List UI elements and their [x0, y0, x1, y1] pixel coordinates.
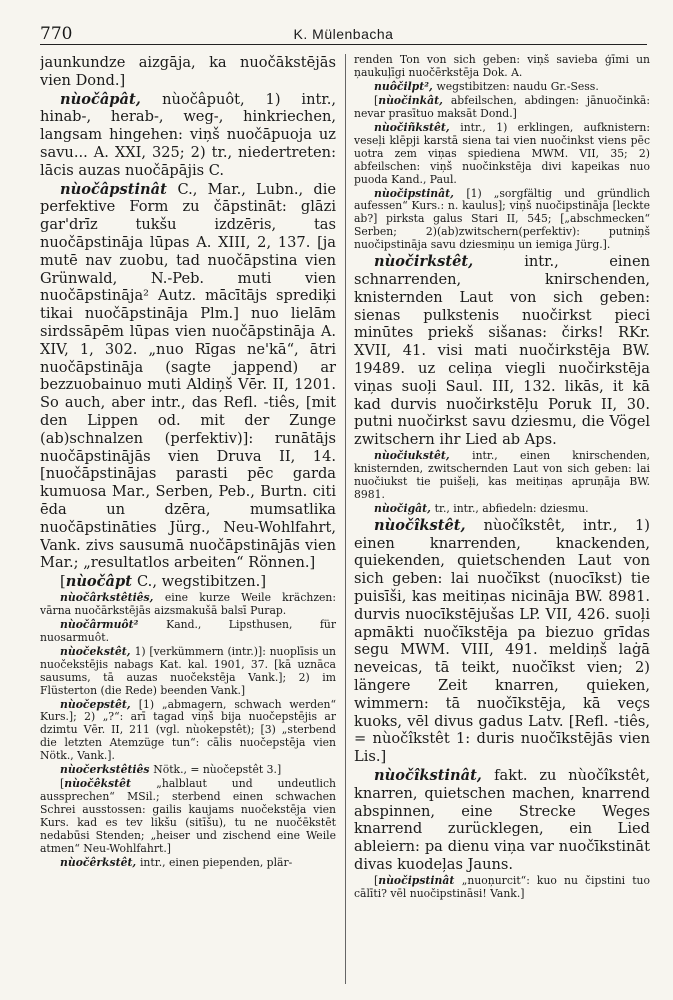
entry-text: C., wegstibitzen.]	[137, 573, 267, 591]
entry-text: fakt. zu nùočîkstêt, knarren, quietschen machen, knarrend abspinnen, eine Strecke Weges knarrend zurücklegen, ein Lied ableiern: pa dienu viņa var nuočīkstināt divas kuodeļas Jauns.	[354, 766, 650, 873]
entry-text: jaunkundze aizgāja, ka nuočākstējās vien Dond.]	[40, 54, 336, 89]
dictionary-entry	[354, 188, 650, 253]
entry-text: [1) „sorgfältig und gründlich aufessen“ Kurs.: n. kaulus]; viņš nuočipstināja [leckte ab?] pirksta galus Stari II, 545; [„abschmecken“ Serben; 2)(ab)zwitschern(perfektiv): putniņš nuočipstināja savu dziesmiņu un iemiga Jürg.].	[354, 186, 650, 252]
entry-text: intr., einen schnarrenden, knirschenden, knisternden Laut von sich geben: sienas pulkstenis nuočirkst pieci minūtes priekš sišanas: čirks! RKr. XVII, 41. visi mati nuočirkstēja BW. 19489. uz celiņa viegli nuočirkstēja viņas suoļi Saul. III, 132. likās, it kā kad durvis nuočirkstēļu Poruk II, 30. putni nuočirkst savu dziesmu, die Vögel zwitschern ihr Lied ab Aps.	[354, 253, 650, 449]
headword: nùočiukstêt,	[374, 449, 473, 463]
headword: nùočinkât,	[378, 93, 451, 107]
entry-text: intr., einen knirschenden, knisternden, zwitschernden Laut von sich geben: lai nuočiukst tie puišeļi, kas meitiņas apruņāja BW. 8981.	[354, 449, 650, 501]
entry-text: C., Mar., Lubn., die perfektive Form zu čāpstināt: glāzi gar'drīz tukšu izdzēris, tas nuočāpstināja lūpas A. XIII, 2, 137. [ja mutē nav zuobu, tad nuočāpstina vien Grünwald, N.-Peb. muti vien nuočāpstināja² Autz. mācītājs sprediķi tikai nuočāpstināja Plm.] nuo lielām sirdssāpēm lūpas vien nuočāpstināja A. XIV, 1, 302. „nuo Rīgas ne'kā“, ātri nuočāpstināja (sagte jappend) ar bezzuobainuo muti Aldiņš Vēr. II, 1201. So auch, aber intr., das Refl. -tiês, [mit den Lippen od. mit der Zunge (ab)schnalzen (perfektiv)]: runātājs nuočāpstinājās vien Druva II, 14. [nuočāpstinājas parasti pēc garda kumuosa Mar., Serben, Peb., Burtn. citi ēda un dzēra, mumsatlika nuočāpstināties Jürg., Neu-Wohlfahrt, Vank. zivs sausumā nuočāpstinājās vien Mar.; „resultatlos arbeiten“ Rönnen.]	[40, 180, 336, 572]
left-column	[40, 54, 336, 871]
headword: nùočârkstêtiês,	[60, 590, 165, 604]
dictionary-entry	[40, 646, 336, 698]
dictionary-entry	[40, 857, 336, 870]
entry-text: tr., intr., abfiedeln: dziesmu.	[434, 501, 589, 515]
headword: nùočîkstêt,	[374, 516, 484, 534]
headword: nùočâpt	[65, 573, 138, 591]
dictionary-entry	[354, 450, 650, 502]
entry-text: intr., 1) erklingen, aufknistern: veseļi klēpji karstā siena tai vien nuočinkst viens pēc uotra zem viņas spiediena MWM. VII, 35; 2) abfeilschen: viņš nuočinkstēja divi kapeikas nuo puoda Kand., Paul.	[354, 120, 650, 186]
entry-text: „nuoņurcit“: kuo nu čipstini tuo cālīti? vēl nuočipstināsi! Vank.]	[354, 873, 650, 900]
bracket: [	[60, 777, 65, 791]
dictionary-entry	[354, 253, 650, 449]
headword: nùočêrkstêt,	[60, 855, 140, 869]
entry-text: [1) „abmagern, schwach werden“ Kurs.]; 2) „?“: arī tagad viņš bija nuočepstējis ar dzimtu Vēr. II, 211 (vgl. nùokepstêt); [3) „sterbend die letzten Atemzüge tun“: cālis nuočepstēja vien Nötk., Vank.].	[40, 697, 336, 763]
dictionary-entry	[354, 81, 650, 94]
headword: nùočiñkstêt,	[374, 120, 461, 134]
running-head: K. Mülenbacha	[293, 26, 394, 42]
dictionary-entry	[40, 54, 336, 90]
entry-text: Nötk., = nùočepstêt 3.]	[153, 763, 282, 777]
headword: nùočâpât,	[60, 90, 163, 108]
entry-text: nùočîkstêt, intr., 1) einen knarrenden, knackenden, quiekenden, quietschenden Laut von sich geben: lai nuočīkst (nuocīkst) tie puisīši, kas meitiņas nicināja BW. 8981. durvis nuocīkstējušas LP. VII, 426. suoļi apmākti nuočīkstēja pa biezuo grīdas segu MWM. VIII, 491. meldiņš laġā neveicas, tā teikt, nuočīkst vien; 2) längere Zeit knarren, quieken, wimmern: tā nuočīkstēja, kā veçs kuoks, vēl divus gadus Latv. [Refl. -tiês, = nùočîkstêt 1: duris nuočīkstējās vien Lis.]	[354, 516, 650, 766]
headword: nùočipstinât	[378, 873, 462, 887]
headword: nùočîkstinât,	[374, 766, 495, 784]
entry-text: Kand., Lipsthusen, für nuosarmuôt.	[40, 617, 336, 644]
dictionary-entry	[40, 619, 336, 645]
column-divider	[345, 54, 346, 984]
dictionary-entry	[354, 875, 650, 901]
headword: nuôčilpt²,	[374, 79, 437, 93]
dictionary-entry	[354, 54, 650, 80]
right-column	[354, 54, 650, 902]
headword: nùočigât,	[374, 501, 435, 515]
entry-text: „halblaut und undeutlich aussprechen“ MSil.; sterbend einen schwachen Schrei ausstossen: gailis kaujams nuočekstēja vien Kurs. kad es tev likšu (sitīšu), tu ne nuočēkstēt nedabūsi Stenden; „heiser und zischend eine Weile atmen“ Neu-Wohlfahrt.]	[40, 777, 336, 856]
dictionary-entry	[40, 764, 336, 777]
bracket: [	[374, 93, 379, 107]
headword: nùočipstinât,	[374, 186, 467, 200]
entry-text: abfeilschen, abdingen: jānuočinkā: nevar prasītuo maksāt Dond.]	[354, 93, 650, 120]
dictionary-entry	[354, 122, 650, 187]
dictionary-entry	[354, 95, 650, 121]
dictionary-entry	[40, 181, 336, 573]
entry-text: 1) [verkümmern (intr.)]: nuoplīsis un nuočekstējis nabags Kat. kal. 1901, 37. [kā uznāca sausums, tā auzas nuočekstēja Vank.]; 2) im Flüsterton (die Rede) beenden Vank.]	[40, 644, 336, 697]
entry-text: eine kurze Weile krächzen: vārna nuočārkstējās aizsmakušā balsī Purap.	[40, 590, 336, 617]
dictionary-entry	[40, 573, 336, 591]
bracket: [	[374, 873, 379, 887]
headword: nùočâpstinât	[60, 180, 178, 198]
entry-text: intr., einen piependen, plär-	[139, 855, 293, 869]
page-header	[40, 10, 647, 45]
dictionary-entry	[40, 699, 336, 764]
bracket: [	[60, 573, 66, 591]
dictionary-entry	[354, 503, 650, 516]
headword: nùočârmuôt²	[60, 617, 167, 631]
dictionary-entry	[354, 517, 650, 766]
dictionary-entry	[40, 592, 336, 618]
dictionary-entry	[40, 91, 336, 180]
headword: nùočepstêt,	[60, 697, 139, 711]
page-number: 770	[40, 24, 73, 44]
entry-text: nùočâpuôt, 1) intr., hinab-, herab-, weg-, hinkriechen, langsam hingehen: viņš nuočāpuoja uz savu... A. XXI, 325; 2) tr., niedertreten: lācis auzas nuočāpājis C.	[40, 90, 336, 179]
entry-text: renden Ton von sich geben: viņš savieba ģīmi un ņaukuļīgi nuočērkstēja Dok. A.	[354, 54, 650, 79]
entry-text: wegstibitzen: naudu Gr.-Sess.	[436, 79, 599, 93]
headword: nùočirkstêt,	[374, 253, 525, 271]
headword: nùočekstêt,	[60, 644, 135, 658]
headword: nùočêkstêt	[64, 777, 157, 791]
dictionary-entry	[40, 778, 336, 856]
headword: nùočerkstêtiês	[60, 763, 154, 777]
dictionary-entry	[354, 767, 650, 874]
